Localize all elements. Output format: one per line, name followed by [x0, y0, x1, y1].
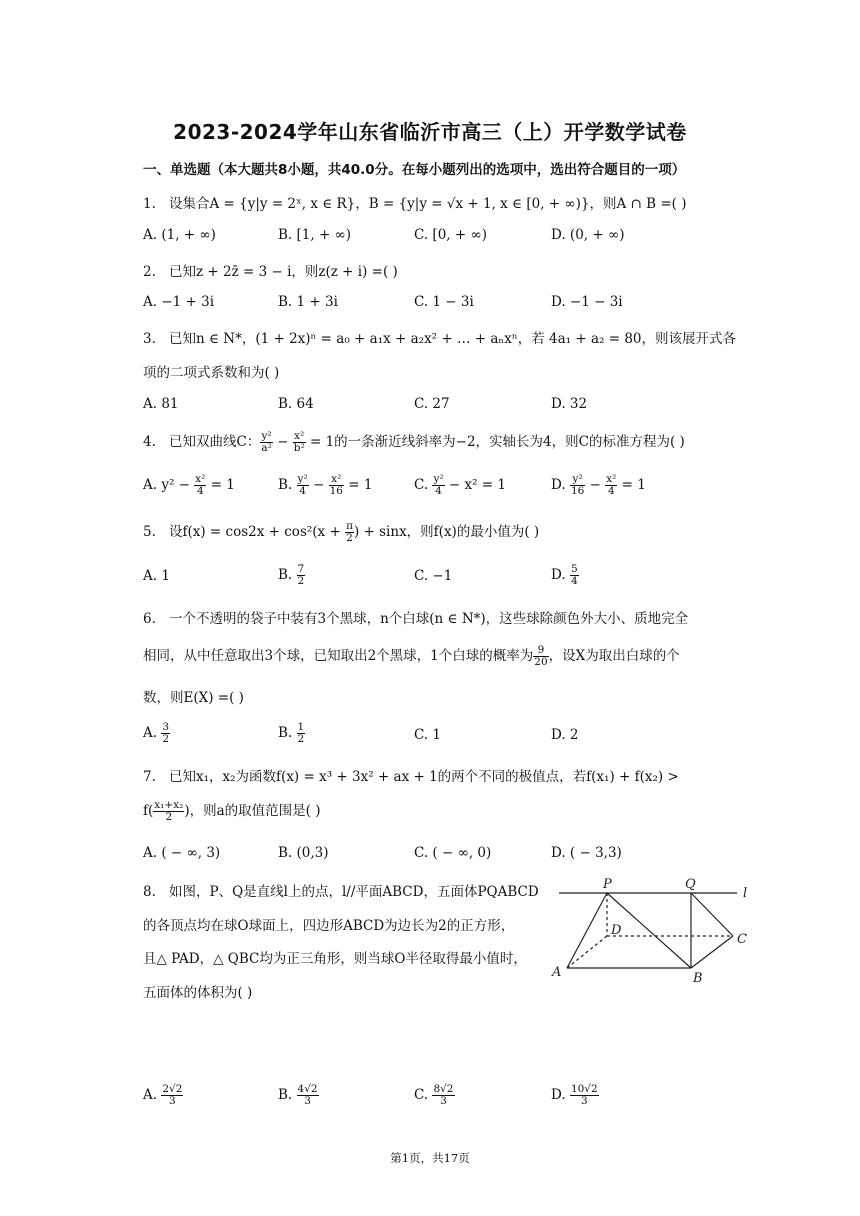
option-a: A. 81 — [143, 396, 179, 412]
question-text-post: = 1的一条渐近线斜率为−2，实轴长为4，则C的标准方程为( ) — [305, 434, 685, 450]
question-number: 4. — [143, 434, 156, 450]
option-d: D. 2 — [551, 727, 579, 743]
question-number: 7. — [143, 769, 156, 785]
option-a: A. $\frac{3}{2}$ — [143, 721, 170, 746]
question-3-line-2: 项的二项式系数和为( ) — [143, 365, 280, 381]
question-1 — [143, 192, 686, 212]
option-c: C. $\frac{\text{y²}}{4}$ − x² = 1 — [414, 473, 506, 498]
option-a: A. −1 + 3i — [143, 294, 215, 310]
label-p: P — [603, 877, 612, 892]
question-8: 8. 如图，P、Q是直线l上的点，l//平面ABCD，五面体PQABCD — [143, 884, 539, 900]
edge-pa — [567, 893, 607, 968]
label-c: C — [737, 932, 747, 947]
question-6: 6. 一个不透明的袋子中装有3个黑球，n个白球(n ∈ N*)，这些球除颜色外大小、质地完全 — [143, 611, 689, 627]
option-a: A. y² − $\frac{\text{x²}}{4}$ = 1 — [143, 473, 235, 498]
option-c: C. 1 — [414, 727, 442, 743]
question-6-line-3: 数，则E(X) =( ) — [143, 690, 244, 706]
option-b: B. $\frac{4√2}{3}$ — [278, 1083, 318, 1108]
option-d: D. $\frac{5}{4}$ — [551, 563, 578, 588]
option-b: B. $\frac{1}{2}$ — [278, 721, 305, 746]
option-d: D. ( − 3,3) — [551, 845, 622, 861]
question-4: 4. 已知双曲线C： $\frac{\text{y²}}{\text{a²}}$ − $\frac{\text{x²}}{\text{b²}}$ = 1的一条渐近线斜率为−2，实轴长为4，则C的标准方程为( ) — [143, 429, 685, 454]
option-a: A. (1, + ∞) — [143, 227, 216, 243]
question-2 — [143, 260, 398, 280]
question-6-line-2: 相同，从中任意取出3个球，已知取出2个黑球，1个白球的概率为 $\frac{9}{20}$ ，设X为取出白球的个 — [143, 643, 680, 668]
option-b: B. $\frac{7}{2}$ — [278, 563, 305, 588]
option-b: B. [1, + ∞) — [278, 227, 352, 243]
fraction: $\frac{\pi}{2}$ — [346, 519, 353, 544]
question-7: 7. 已知x₁，x₂为函数f(x) = x³ + 3x² + ax + 1的两个不同的极值点，若f(x₁) + f(x₂) > — [143, 769, 679, 785]
edge-bc — [691, 936, 733, 968]
pentahedron-diagram — [549, 876, 755, 988]
option-c: C. ( − ∞, 0) — [414, 845, 492, 861]
question-number: 6. — [143, 611, 156, 627]
edge-qc — [691, 893, 733, 936]
question-number: 2. — [143, 264, 156, 280]
option-b: B. 64 — [278, 396, 314, 412]
question-number: 3. — [143, 331, 156, 347]
option-d: D. 32 — [551, 396, 588, 412]
section-heading: 一、单选题（本大题共8小题，共40.0分。在每小题列出的选项中，选出符合题目的一项） — [143, 162, 686, 178]
question-text-pre: 已知双曲线C： — [169, 434, 261, 450]
option-d: D. $\frac{10√2}{3}$ — [551, 1083, 598, 1108]
option-d: D. (0, + ∞) — [551, 227, 625, 243]
option-a: A. ( − ∞, 3) — [143, 845, 221, 861]
label-l: l — [743, 886, 748, 901]
question-text: 已知n ∈ N*，(1 + 2x)ⁿ = a₀ + a₁x + a₂x² + … + aₙxⁿ，若 4a₁ + a₂ = 80，则该展开式各 — [169, 331, 736, 347]
option-d: D. −1 − 3i — [551, 294, 623, 310]
option-b: B. 1 + 3i — [278, 294, 338, 310]
label-d: D — [611, 923, 622, 938]
fraction: $\frac{\text{x²}}{\text{b²}}$ — [293, 429, 305, 454]
page-title: 2023-2024学年山东省临沂市高三（上）开学数学试卷 — [173, 120, 687, 144]
question-number: 5. — [143, 524, 156, 540]
question-text: 设集合A = {y|y = 2ˣ, x ∈ R}，B = {y|y = √x + 1, x ∈ [0, + ∞)}，则A ∩ B =( ) — [169, 196, 687, 212]
question-3 — [143, 327, 736, 347]
question-5: 5. 设f(x) = cos2x + cos²(x + $\frac{\pi}{2}$ ) + sinx，则f(x)的最小值为( ) — [143, 519, 540, 544]
question-8-line-2: 的各顶点均在球O球面上，四边形ABCD为边长为2的正方形， — [143, 918, 515, 934]
option-c: C. $\frac{8√2}{3}$ — [414, 1083, 454, 1108]
label-a: A — [552, 965, 562, 980]
option-c: C. 27 — [414, 396, 450, 412]
question-number: 1. — [143, 196, 156, 212]
option-c: C. 1 − 3i — [414, 294, 474, 310]
label-b: B — [693, 971, 703, 986]
question-8-line-3: 且△ PAD，△ QBC均为正三角形，则当球O半径取得最小值时， — [143, 951, 527, 967]
option-b: B. (0,3) — [278, 845, 329, 861]
option-b: B. $\frac{\text{y²}}{4}$ − $\frac{\text{x²}}{16}$ = 1 — [278, 473, 373, 498]
question-7-line-2: f( $\frac{\text{x₁+x₂}}{2}$ )，则a的取值范围是( ) — [143, 798, 321, 823]
page-footer: 第1页，共17页 — [390, 1151, 470, 1165]
label-q: Q — [685, 877, 696, 892]
question-8-line-4: 五面体的体积为( ) — [143, 985, 253, 1001]
option-d: D. $\frac{\text{y²}}{16}$ − $\frac{\text{x²}}{4}$ = 1 — [551, 473, 646, 498]
geometry-figure — [549, 876, 755, 992]
option-c: C. −1 — [414, 568, 453, 584]
edge-ad — [567, 936, 607, 968]
option-a: A. $\frac{2√2}{3}$ — [143, 1083, 183, 1108]
option-a: A. 1 — [143, 568, 170, 584]
option-c: C. [0, + ∞) — [414, 227, 487, 243]
question-text: 已知z + 2z̄ = 3 − i，则z(z + i) =( ) — [169, 264, 398, 280]
fraction: $\frac{\text{y²}}{\text{a²}}$ — [261, 429, 272, 454]
question-number: 8. — [143, 884, 156, 900]
